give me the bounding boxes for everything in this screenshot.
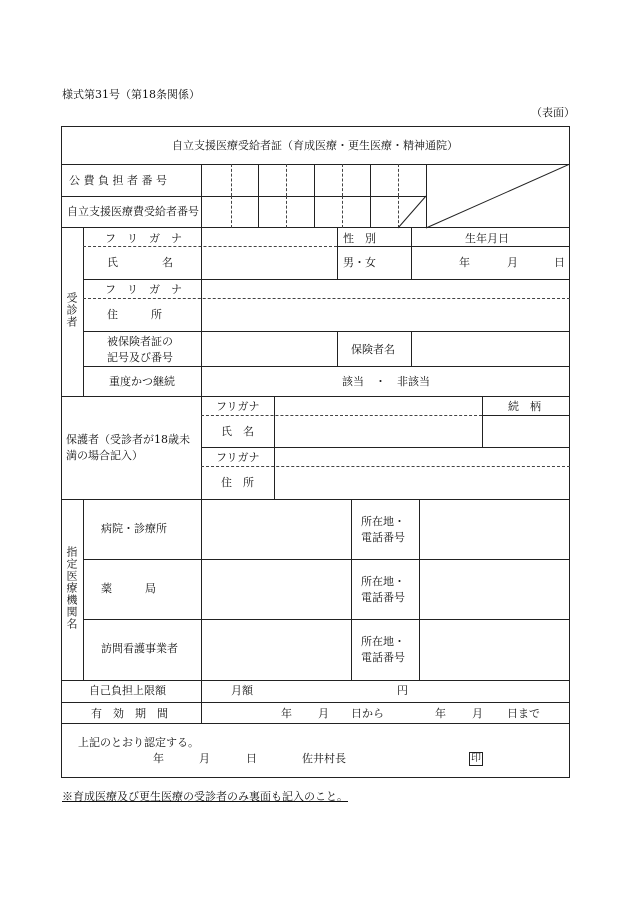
guardian-label: 保護者（受診者が18歳未満の場合記入） bbox=[66, 433, 190, 462]
nursing-provider-label: 訪問看護事業者 bbox=[101, 642, 178, 655]
certification-text: 上記のとおり認定する。 bbox=[78, 736, 199, 749]
validity-label: 有 効 期 間 bbox=[91, 707, 168, 720]
nursing-location-phone-label: 所在地・ 電話番号 bbox=[361, 635, 405, 664]
patient-name-label: 氏 名 bbox=[107, 256, 173, 269]
recipient-number-label: 自立支援医療費受給者番号 bbox=[67, 205, 199, 218]
certification-official: 佐井村長 bbox=[302, 752, 346, 765]
guardian-relation-field[interactable] bbox=[483, 416, 569, 446]
validity-from-month: 月 bbox=[318, 707, 329, 720]
validity-from-year: 年 bbox=[281, 707, 292, 720]
birthdate-year: 年 bbox=[459, 256, 470, 269]
copay-limit-label: 自己負担上限額 bbox=[89, 684, 166, 697]
validity-from-day: 日から bbox=[351, 707, 384, 720]
gender-value[interactable]: 男・女 bbox=[343, 256, 376, 269]
public-payer-number-label: 公 費 負 担 者 番 号 bbox=[69, 174, 167, 187]
guardian-relation-label: 続 柄 bbox=[508, 400, 541, 413]
insurance-cert-label: 被保険者証の 記号及び番号 bbox=[107, 335, 173, 364]
guardian-address-field[interactable] bbox=[275, 467, 569, 498]
patient-address-field[interactable] bbox=[202, 299, 569, 331]
gender-label: 性 別 bbox=[343, 232, 376, 245]
validity-to-year: 年 bbox=[435, 707, 446, 720]
severe-continuous-value[interactable]: 該当 ・ 非該当 bbox=[342, 375, 430, 388]
birthdate-label: 生年月日 bbox=[465, 232, 509, 245]
copay-monthly-label: 月額 bbox=[231, 684, 253, 697]
form-title: 自立支援医療受給者証（育成医療・更生医療・精神通院） bbox=[172, 139, 458, 152]
hospital-label: 病院・診療所 bbox=[101, 522, 167, 535]
guardian-name-field[interactable] bbox=[275, 416, 481, 446]
birthdate-month: 月 bbox=[507, 256, 518, 269]
guardian-name-label: 氏 名 bbox=[221, 425, 254, 438]
patient-furigana2-label: フ リ ガ ナ bbox=[105, 283, 182, 296]
certificate-form bbox=[61, 126, 570, 778]
patient-furigana-label: フ リ ガ ナ bbox=[105, 232, 182, 245]
guardian-furigana2-label: フリガナ bbox=[216, 451, 260, 464]
certification-year: 年 bbox=[153, 752, 164, 765]
insurer-label: 保険者名 bbox=[351, 343, 395, 356]
side-label: （表面） bbox=[531, 106, 575, 119]
seal-mark: 印 bbox=[471, 753, 481, 764]
pharmacy-label: 薬 局 bbox=[101, 582, 156, 595]
certification-month: 月 bbox=[199, 752, 210, 765]
patient-name-field[interactable] bbox=[202, 247, 336, 279]
institutions-group-label: 指定医療機関名 bbox=[65, 546, 78, 630]
copay-yen-label: 円 bbox=[397, 684, 408, 697]
footnote: ※育成医療及び更生医療の受診者のみ裏面も記入のこと。 bbox=[62, 790, 348, 803]
guardian-furigana-label: フリガナ bbox=[216, 400, 260, 413]
unused-cell-slash bbox=[61, 126, 570, 236]
guardian-address-label: 住 所 bbox=[221, 476, 254, 489]
patient-group-label: 受診者 bbox=[65, 292, 78, 328]
pharmacy-location-phone-label: 所在地・ 電話番号 bbox=[361, 575, 405, 604]
validity-to-month: 月 bbox=[472, 707, 483, 720]
birthdate-day: 日 bbox=[554, 256, 565, 269]
form-number: 様式第31号（第18条関係） bbox=[62, 88, 200, 101]
hospital-location-phone-label: 所在地・ 電話番号 bbox=[361, 515, 405, 544]
severe-continuous-label: 重度かつ継続 bbox=[109, 375, 175, 388]
validity-to-day: 日まで bbox=[507, 707, 540, 720]
certification-day: 日 bbox=[246, 752, 257, 765]
patient-address-label: 住 所 bbox=[107, 308, 162, 321]
